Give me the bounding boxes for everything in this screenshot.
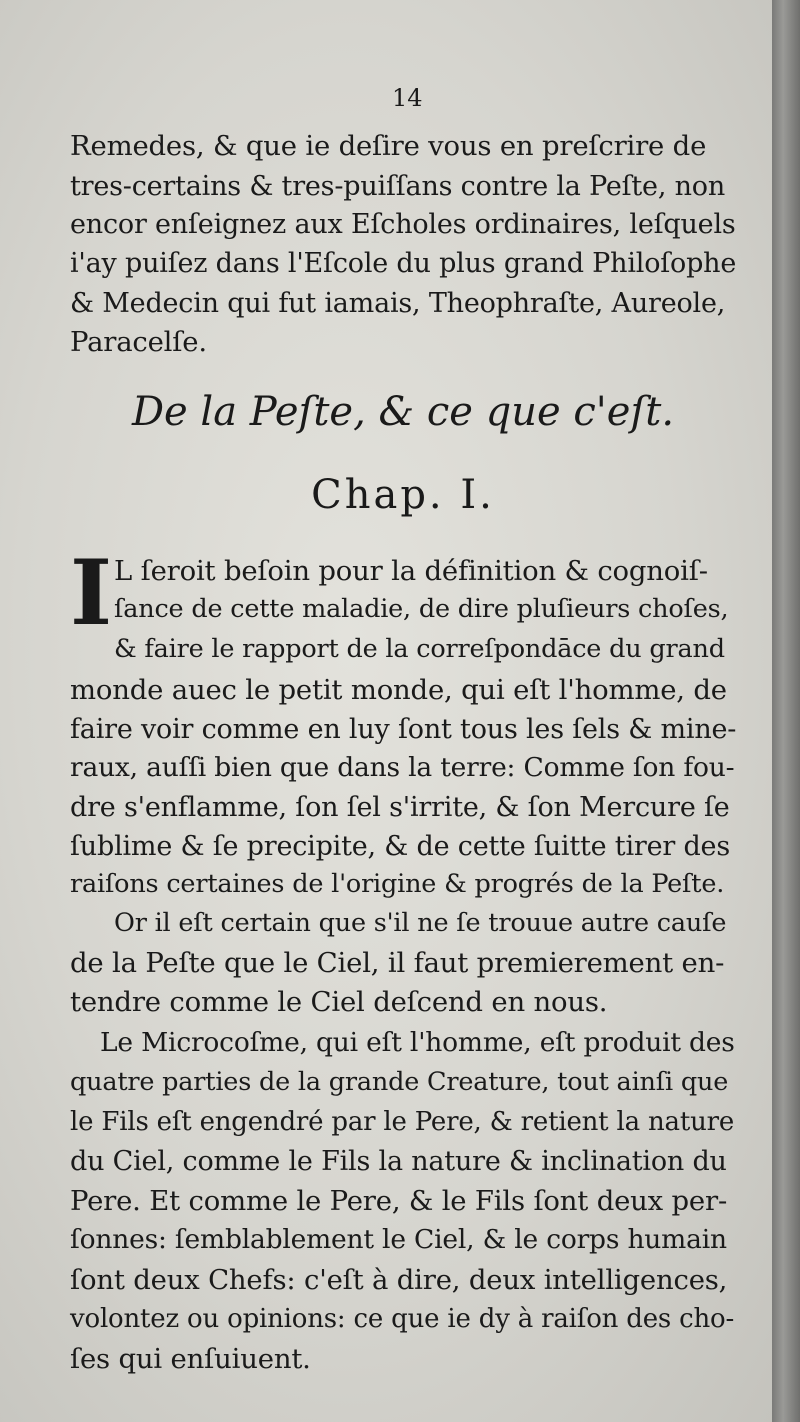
chapter-title: Chap. I. bbox=[311, 472, 495, 518]
text-line: quatre parties de la grande Creature, tout ainſi que bbox=[70, 1067, 729, 1097]
text-line: Pere. Et comme le Pere, & le Fils ſont deux per- bbox=[70, 1185, 728, 1217]
text-line: i'ay puiſez dans l'Eſcole du plus grand Philoſophe bbox=[70, 248, 737, 279]
text-line: le Fils eſt engendré par le Pere, & retient la nature bbox=[70, 1107, 735, 1137]
text-line: Remedes, & que ie deſire vous en preſcrire de bbox=[70, 130, 707, 162]
text-line: L ſeroit beſoin pour la définition & cognoiſ- bbox=[114, 555, 708, 587]
text-line: & faire le rapport de la correſpondāce du grand bbox=[114, 634, 725, 664]
text-line: volontez ou opinions: ce que ie dy à raiſon des cho- bbox=[70, 1304, 735, 1334]
text-line: Le Microcoſme, qui eſt l'homme, eſt produit des bbox=[100, 1027, 735, 1058]
section-title: De la Peſte, & ce que c'eſt. bbox=[131, 389, 675, 435]
text-line: ſonnes: ſemblablement le Ciel, & le corps humain bbox=[70, 1224, 727, 1255]
text-line: raux, auſſi bien que dans la terre: Comme ſon fou- bbox=[70, 752, 735, 783]
page-number: 14 bbox=[392, 84, 423, 112]
text-line: Paracelſe. bbox=[70, 326, 207, 358]
text-line: & Medecin qui fut iamais, Theophraſte, Aureole, bbox=[70, 288, 726, 319]
text-line: ſes qui enſuiuent. bbox=[70, 1343, 311, 1375]
text-line: Or il eſt certain que s'il ne ſe trouue autre cauſe bbox=[114, 908, 727, 938]
text-line: tres-certains & tres-puiſſans contre la Peſte, non bbox=[70, 171, 726, 202]
text-line: ſance de cette maladie, de dire pluſieurs choſes, bbox=[114, 594, 729, 624]
text-line: tendre comme le Ciel deſcend en nous. bbox=[70, 986, 608, 1018]
book-gutter bbox=[772, 0, 800, 1422]
text-line: monde auec le petit monde, qui eſt l'homme, de bbox=[70, 674, 727, 706]
drop-cap: I bbox=[70, 540, 113, 646]
text-line: dre s'enflamme, ſon ſel s'irrite, & ſon Mercure ſe bbox=[70, 792, 730, 823]
text-line: du Ciel, comme le Fils la nature & inclination du bbox=[70, 1146, 727, 1177]
text-line: de la Peſte que le Ciel, il faut premierement en- bbox=[70, 947, 725, 979]
text-line: raiſons certaines de l'origine & progrés de la Peſte. bbox=[70, 869, 725, 899]
text-line: ſont deux Chefs: c'eſt à dire, deux intelligences, bbox=[70, 1264, 728, 1296]
text-line: encor enſeignez aux Eſcholes ordinaires, leſquels bbox=[70, 209, 736, 240]
text-line: faire voir comme en luy ſont tous les ſels & mine- bbox=[70, 714, 737, 745]
text-line: ſublime & ſe precipite, & de cette ſuitte tirer des bbox=[70, 831, 730, 862]
